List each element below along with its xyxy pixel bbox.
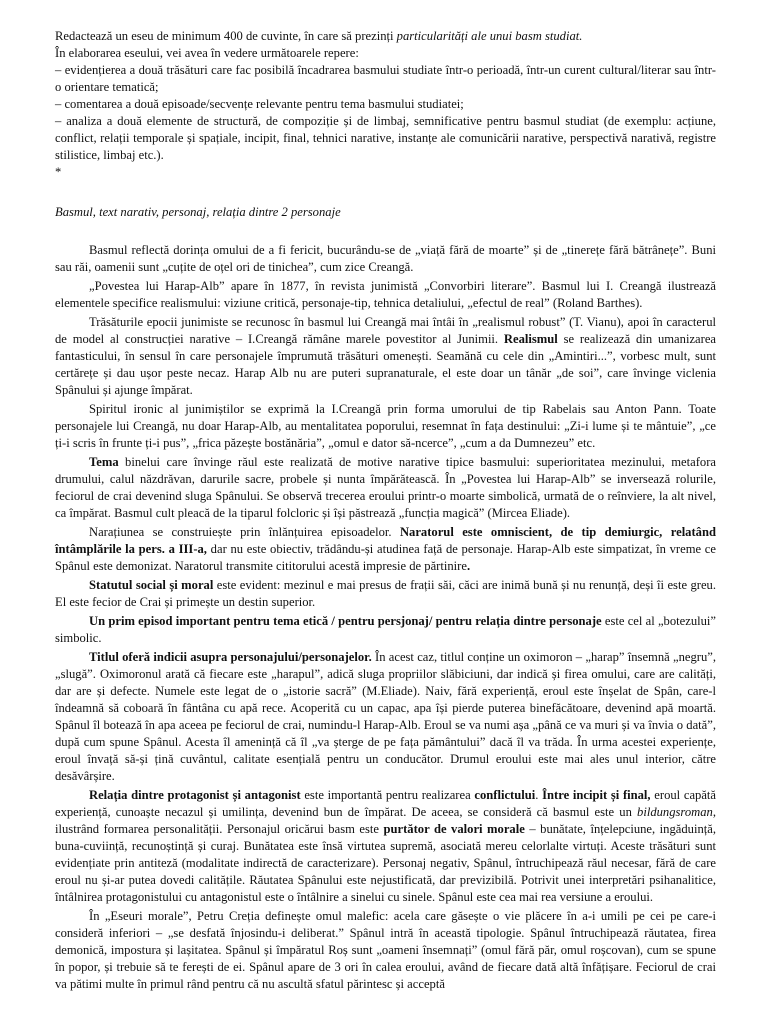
paragraph-text: se realizează din umanizarea fantasticului, în sensul în care personajele împrumută trăsături omenești. Seamănă cu cele din „Amintiri...”, vorbesc mult, sunt certărețe și dau ușor peste necaz. Harap Alb nu are puteri supranaturale, el este doar un tânăr „de soi”, care învinge viclenia Spânului și ajunge împărat. xyxy=(55,332,716,397)
essay-paragraph: Spiritul ironic al junimiștilor se exprimă la I.Creangă prin forma umorului de tip Rabelais sau Anton Pann. Toate personajele lui Creangă, nu doar Harap-Alb, au mentalitatea poporului, resemnat în fața destinului: „Zi-i lume și te mântuie”, „ce ți-i scris în frunte ți-i pus”, „frica păzește bostănăria”, „omul e dator să-ncerce”, „cum a da Dumnezeu” etc. xyxy=(55,402,716,450)
essay-paragraph: Basmul reflectă dorința omului de a fi fericit, bucurându-se de „viață fără de moarte” și de „tinerețe fără bătrânețe”. Buni sau răi, oamenii sunt „cuțite de oțel ori de tinichea”, cum zice Creangă. xyxy=(55,243,716,274)
assignment-line-text: Redactează un eseu de minimum 400 de cuvinte, în care să prezinți xyxy=(55,29,397,43)
paragraph-text: dar nu este obiectiv, trădându-și atudinea față de personaje. Harap-Alb este simpatizat, în vreme ce Spânul este demonizat. Naratorul transmite cititorului acestă impresie de părtinire xyxy=(55,542,716,573)
paragraph-text: Trăsăturile epocii junimiste se recunosc în basmul lui Creangă mai întâi în „realismul robust” (T. Vianu), apoi în caracterul de model al construcției narative – I.Creangă rămâne marele povestitor al Junimii. xyxy=(55,315,716,346)
essay-paragraph: În „Eseuri morale”, Petru Creția definește omul malefic: acela care găsește o vie plăcere în a-i umili pe cei pe care-i consideră inferiori – „se desfată înjosindu-i deliberat.” Spânul intră în această tipologie. Spânul întruchipează răutatea, firea demonică, impostura și lașitatea. Spânul și împăratul Roș sunt „oameni însemnați” (omul fără păr, omul roșcovan), cum se spune în popor, și trebuie să te ferești de ei. Spânul apare de 3 ori în calea eroului, având de fiecare dată altă înfățișare. Feciorul de crai va pătimi multe în primul rând pentru că nu ascultă sfatul părintesc și acceptă xyxy=(55,909,716,991)
essay-paragraph xyxy=(55,787,716,906)
essay-paragraph xyxy=(55,613,716,647)
essay-subtitle: Basmul, text narativ, personaj, relația dintre 2 personaje xyxy=(55,205,341,219)
assignment-header xyxy=(55,28,716,181)
bold-term: Un prim episod important pentru tema etică / pentru persjonaj/ pentru relația dintre personaje xyxy=(89,614,602,628)
paragraph-text: este evident: mezinul e mai presus de frații săi, căci are inimă bună și nu renunță, deși îi este greu. El este fecior de Crai și primește un destin superior. xyxy=(55,578,716,609)
essay-body xyxy=(55,242,716,993)
assignment-line xyxy=(55,28,716,45)
essay-paragraph xyxy=(55,524,716,575)
bold-term: Naratorul este omniscient, de tip demiurgic, relatând întâmplările la pers. a III-a, xyxy=(55,525,716,556)
bold-term: Relația dintre protagonist și antagonist xyxy=(89,788,301,802)
paragraph-text: Narațiunea se construiește prin înlănțuirea episoadelor. xyxy=(89,525,400,539)
paragraph-text: . xyxy=(535,788,543,802)
bold-term: Titlul oferă indicii asupra personajului/personajelor. xyxy=(89,650,372,664)
paragraph-text: este cel al „botezului” simbolic. xyxy=(55,614,716,645)
italic-term: bildungsroman xyxy=(637,805,713,819)
bold-term: Statutul social și moral xyxy=(89,578,214,592)
essay-paragraph xyxy=(55,314,716,399)
paragraph-text: În acest caz, titlul conține un oximoron – „harap” însemnă „negru”, „slugă”. Oximoronul arată că fiecare este „harapul”, adică sluga propriilor slăbiciuni, dar indică și firea omului, care are calități, dar are și defecte. Numele este legat de o „istorie sacră” (M.Eliade). Naiv, fără experiență, eroul este înșelat de Spân, care-l îndeamnă să coboară în fântâna cu apă rece. Acoperită cu un capac, apa își pierde puterea binefăcătoare, devenind apă moartă. Spânul îl botează în apa aceea pe feciorul de crai, numindu-l Harap-Alb. Eroul se va numi așa „până ce va muri și va învia o dată”, după cum spune Spânul. Acesta îl amenință că îl „va șterge de pe fața pământului” dacă îl va trăda. În urma acestei experiențe, eroul învață să-și țină cuvântul, calitate esențială pentru un conducător. Drumul eroului este mai ales unul interior, către desăvârșire. xyxy=(55,650,716,783)
essay-paragraph xyxy=(55,577,716,611)
essay-paragraph xyxy=(55,454,716,522)
paragraph-text: – bunătate, înțelepciune, ingăduință, buna-cuviință, recunoștință și curaj. Bunătatea este însă virtutea supremă, asociată mereu celorlalte virtuți. Aceste trăsături sunt evidențiate prin antiteză (modalitate indirectă de caracterizare). Personaj negativ, Spânul, întruchipează răul necesar, fără de care eroul nu și-ar putea dovedi calitățile. Răutatea Spânului este nejustificată, dar previzibilă. Potrivit unei interpretări psihanalitice, întâlnirea protagonistului cu antagonistul este o întâlnire a sinelui cu sinele. Spânul este cea mai rea versiune a eroului. xyxy=(55,822,716,904)
paragraph-text: este importantă pentru realizarea xyxy=(300,788,475,802)
requirement-item: – evidențierea a două trăsături care fac posibilă încadrarea basmului studiate într-o perioadă, într-un curent cultural/literar sau într-o orientare tematică; xyxy=(55,63,716,94)
essay-paragraph xyxy=(55,649,716,785)
paragraph-text: eroul capătă experiență, cunoaște necazul și umilința, devenind bun de împărat. De aceea, se consideră că basmul este un xyxy=(55,788,717,819)
paragraph-text: , ilustrând formarea personalității. Personajul oricărui basm este xyxy=(55,805,716,836)
requirement-item: – comentarea a două episoade/secvențe relevante pentru tema basmului studiatei; xyxy=(55,97,464,111)
separator-star: * xyxy=(55,165,62,179)
essay-paragraph: „Povestea lui Harap-Alb” apare în 1877, în revista junimistă „Convorbiri literare”. Basmul lui I. Creangă ilustrează elementele specifice realismului: viziune critică, personaje-tip, tehnica detaliului, „efectul de real” (Roland Barthes). xyxy=(55,279,716,310)
bold-term: conflictului xyxy=(474,788,536,802)
bold-term: Realismul xyxy=(503,332,558,346)
assignment-line-italic: particularități ale unui basm studiat. xyxy=(396,29,583,43)
assignment-intro: În elaborarea eseului, vei avea în vedere următoarele repere: xyxy=(55,46,359,60)
bold-term: purtător de valori morale xyxy=(383,822,525,836)
requirement-item: – analiza a două elemente de structură, de compoziție și de limbaj, semnificative pentru basmul studiat (de exemplu: acțiune, conflict, relații temporale și spațiale, incipit, final, tehnici narative, instanțe ale comunicării narative, perspectivă narativă, registre stilistice, limbaj etc.). xyxy=(55,114,716,162)
bold-term: . xyxy=(466,559,471,573)
bold-term: Între incipit și final, xyxy=(542,788,651,802)
bold-term: Tema xyxy=(89,455,119,469)
paragraph-text: binelui care învinge răul este realizată de motive narative tipice basmului: superioritatea mezinului, metafora drumului, calul năzdrăvan, darurile sacre, probele și nunta împărătească. În „Povestea lui Harap-Alb” se inversează rolurile, feciorul de crai devenind sluga Spânului. Se observă trecerea eroului printr-o moarte simbolică, urmată de o reînviere, la alt nivel, ca împărat. Basmul cult pleacă de la tiparul folcloric și își păstrează „funcția magică” (Mircea Eliade). xyxy=(55,455,716,520)
